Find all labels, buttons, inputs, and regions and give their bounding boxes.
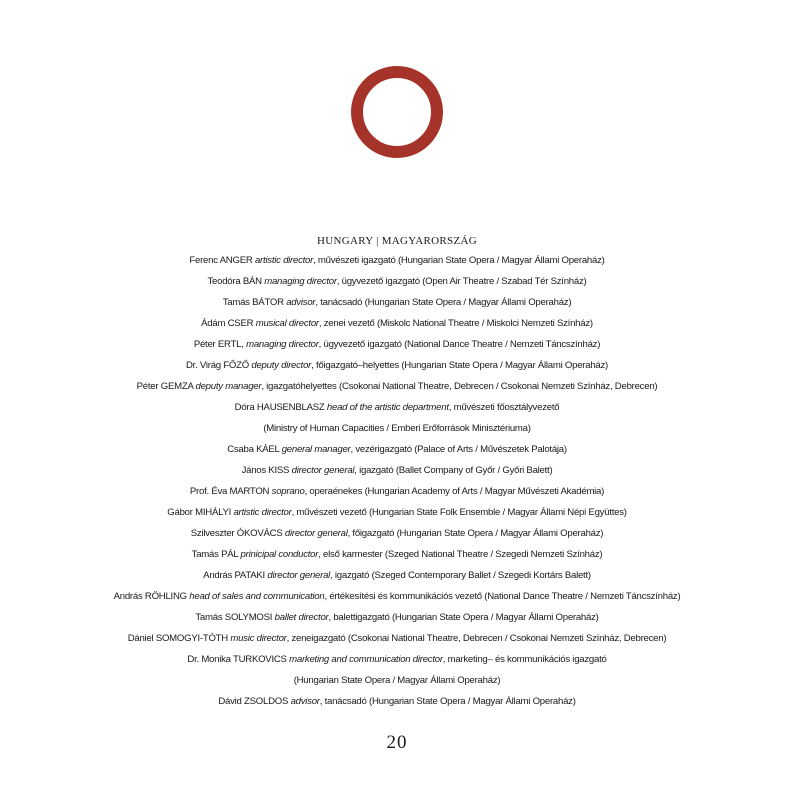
person-details: , első karmester (Szeged National Theatre / Szegedi Nemzeti Színház) [318,549,603,560]
person-role: prinicipal conductor [240,549,319,560]
list-item [0,544,794,565]
person-role: deputy director [251,360,312,371]
person-name: Ádám CSER [201,318,254,329]
entry-line [194,339,600,350]
entry-line [186,360,608,371]
entry-line [208,276,587,287]
person-details: , ügyvezető igazgató (National Dance Theatre / Nemzeti Táncszínház) [318,339,601,350]
list-item [0,460,794,481]
person-details: , vezérigazgató (Palace of Arts / Művészetek Palotája) [350,444,567,455]
person-name: Tamás PÁL [191,549,239,560]
person-details: , tanácsadó (Hungarian State Opera / Magyar Állami Operaház) [319,696,576,707]
person-name: Prof. Éva MARTON [189,486,270,497]
person-role: artistic director [254,255,314,266]
entry-line [114,591,681,602]
person-role: marketing and communication director [289,654,443,665]
list-item [0,691,794,712]
person-name: András PATAKI [203,570,265,581]
person-name: Dávid ZSOLDOS [218,696,289,707]
entry-line [167,507,626,518]
red-ring-emblem [351,66,443,158]
page-number: 20 [386,732,408,753]
entry-line [201,318,593,329]
entry-line [218,696,575,707]
entry-line [128,633,667,644]
list-item [0,502,794,523]
personnel-list [0,250,794,712]
entry-line [192,549,603,560]
person-details: , igazgató (Ballet Company of Győr / Győri Balett) [354,465,553,476]
person-details: , operaénekes (Hungarian Academy of Arts / Magyar Művészeti Akadémia) [304,486,605,497]
list-item [0,250,794,271]
person-role: head of the artistic department [326,402,449,413]
person-name: Tamás SOLYMOSI [195,612,273,623]
list-item [0,334,794,355]
person-name: János KISS [241,465,290,476]
person-role: head of sales and communication [189,591,325,602]
person-name: Dr. Virág FŐZŐ [186,360,249,371]
person-role: general manager [281,444,351,455]
list-item [0,481,794,502]
person-name: Csaba KÁEL [227,444,280,455]
person-details: , zenei vezető (Miskolc National Theatre / Miskolci Nemzeti Színház) [318,318,593,329]
entry-line [203,570,591,581]
list-item [0,376,794,397]
list-item [0,649,794,691]
person-name: Gábor MIHÁLYI [167,507,232,518]
person-details: , művészeti főosztályvezető [448,402,560,413]
list-item [0,271,794,292]
person-details: , főigazgató–helyettes (Hungarian State Opera / Magyar Állami Operaház) [311,360,608,371]
section-heading: HUNGARY | MAGYARORSZÁG [317,235,477,247]
person-details: , igazgató (Szeged Contemporary Ballet / Szegedi Kortárs Balett) [330,570,591,581]
person-name: Teodóra BÁN [207,276,262,287]
entry-continuation: (Ministry of Human Capacities / Emberi Erőforrások Minisztériuma) [263,423,531,434]
entry-line [191,528,604,539]
list-item [0,628,794,649]
person-role: ballet director [274,612,329,623]
person-name: Péter ERTL, [193,339,244,350]
list-item [0,439,794,460]
list-item [0,397,794,439]
person-details: , marketing– és kommunikációs igazgató [442,654,607,665]
person-role: soprano [271,486,305,497]
person-name: Tamás BÁTOR [222,297,284,308]
person-name: Dr. Monika TURKOVICS [187,654,287,665]
person-role: artistic director [233,507,292,518]
person-details: , főigazgató (Hungarian State Opera / Magyar Állami Operaház) [347,528,604,539]
entry-line [242,465,553,476]
person-role: advisor [286,297,316,308]
person-name: Péter GEMZA [136,381,194,392]
person-name: Dóra HAUSENBLASZ [234,402,325,413]
person-role: director general [284,528,348,539]
list-item [0,523,794,544]
person-details: , művészeti igazgató (Hungarian State Opera / Magyar Állami Operaház) [313,255,605,266]
person-role: advisor [290,696,320,707]
person-role: music director [230,633,287,644]
person-details: , értékesítési és kommunikációs vezető (National Dance Theatre / Nemzeti Táncszínház) [324,591,681,602]
person-details: , balettigazgató (Hungarian State Opera / Magyar Állami Operaház) [328,612,599,623]
entry-line [137,381,658,392]
entry-line [223,297,572,308]
entry-line [227,444,567,455]
person-role: director general [267,570,331,581]
list-item [0,313,794,334]
entry-line [190,486,604,497]
person-role: managing director [246,339,319,350]
list-item [0,565,794,586]
list-item [0,292,794,313]
entry-line [189,255,604,266]
person-role: deputy manager [195,381,262,392]
person-details: , igazgatóhelyettes (Csokonai National Theatre, Debrecen / Csokonai Nemzeti Színház, Debrecen) [261,381,658,392]
person-name: Szilveszter ÓKOVÁCS [190,528,283,539]
person-name: Ferenc ANGER [189,255,253,266]
person-role: director general [291,465,355,476]
entry-line [0,649,794,670]
entry-continuation: (Hungarian State Opera / Magyar Állami Operaház) [293,675,501,686]
person-name: András RÖHLING [113,591,187,602]
entry-line [0,397,794,418]
person-details: , művészeti vezető (Hungarian State Folk Ensemble / Magyar Állami Népi Együttes) [291,507,627,518]
person-details: , zeneigazgató (Csokonai National Theatre, Debrecen / Csokonai Nemzeti Színház, Debrecen) [286,633,667,644]
person-details: , ügyvezető igazgató (Open Air Theatre / Szabad Tér Színház) [336,276,587,287]
person-details: , tanácsadó (Hungarian State Opera / Magyar Állami Operaház) [315,297,572,308]
person-role: musical director [255,318,319,329]
list-item [0,586,794,607]
person-role: managing director [264,276,337,287]
list-item [0,355,794,376]
entry-line [195,612,598,623]
person-name: Dániel SOMOGYI-TÓTH [127,633,228,644]
list-item [0,607,794,628]
